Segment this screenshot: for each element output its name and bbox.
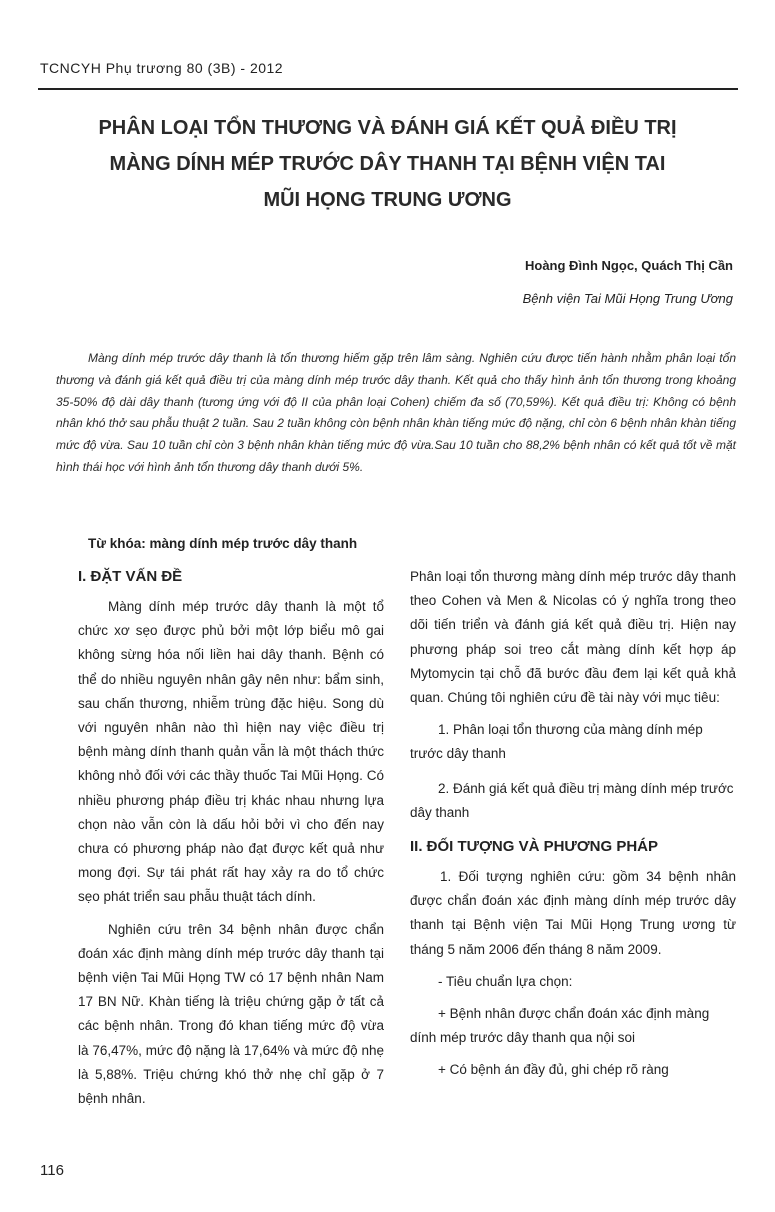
title-line-1: PHÂN LOẠI TỔN THƯƠNG VÀ ĐÁNH GIÁ KẾT QUẢ ĐIỀU TRỊ — [98, 117, 677, 139]
header-rule — [38, 88, 738, 90]
left-column — [78, 565, 384, 1119]
introduction-paragraph-2: Nghiên cứu trên 34 bệnh nhân được chẩn đoán xác định màng dính mép trước dây thanh tại bệnh viện Tai Mũi Họng TW có 17 bệnh nhân Nam 17 BN Nữ. Khàn tiếng là triệu chứng gặp ở tất cả các bệnh nhân. Trong đó khan tiếng mức độ vừa là 76,47%, mức độ nặng là 17,64% và mức độ nhẹ là 5,88%. Triệu chứng khó thở nhẹ chỉ gặp ở 7 bệnh nhân. — [78, 921, 384, 1107]
introduction-paragraph-1: Màng dính mép trước dây thanh là một tổ chức xơ sẹo được phủ bởi một lớp biểu mô gai không sừng hóa nối liền hai dây thanh. Bệnh có thể do nhiều nguyên nhân gây nên như: bẩm sinh, sau chấn thương, nhiễm trùng đặc hiệu. Song dù với nguyên nhân nào thì hiện nay việc điều trị bệnh màng dính thanh quản vẫn là một thách thức không nhỏ đối với các thầy thuốc Tai Mũi Họng. Có nhiều phương pháp điều trị khác nhau nhưng lựa chọn nào vẫn còn là dấu hỏi bởi vì cho đến nay chưa có phương pháp nào đạt được kết quả như mong đợi. Sự tái phát rất hay xảy ra do tổ chức sẹo phát triển sau phẫu thuật tách dính. — [78, 599, 384, 905]
criteria-item-2: + Có bệnh án đầy đủ, ghi chép rõ ràng — [438, 1062, 669, 1078]
abstract: Màng dính mép trước dây thanh là tổn thương hiếm gặp trên lâm sàng. Nghiên cứu được tiến hành nhằm phân loại tổn thương và đánh giá kết quả điều trị của màng dính mép trước dây thanh. Kết quả cho thấy hình ảnh tổn thương trong khoảng 35-50% độ dài dây thanh (tương ứng với độ II của phân loại Cohen) chiếm đa số (70,59%). Kết quả điều trị: Không có bệnh nhân khó thở sau phẫu thuật 2 tuần. Sau 2 tuần không còn bệnh nhân khàn tiếng mức độ nặng, chỉ còn 6 bệnh nhân khàn tiếng mức độ vừa. Sau 10 tuần chỉ còn 3 bệnh nhân khàn tiếng mức độ vừa.Sau 10 tuần cho 88,2% bệnh nhân có kết quả tốt về mặt hình thái học với hình ảnh tổn thương dây thanh dưới 5%. — [56, 351, 736, 474]
criteria-heading: - Tiêu chuẩn lựa chọn: — [438, 973, 573, 989]
right-column — [410, 565, 736, 1091]
objective-1: 1. Phân loại tổn thương của màng dính mép trước dây thanh — [410, 722, 703, 762]
section-heading-methods: II. ĐỐI TƯỢNG VÀ PHƯƠNG PHÁP — [410, 838, 658, 856]
introduction-paragraph-3: Phân loại tổn thương màng dính mép trước dây thanh theo Cohen và Men & Nicolas có ý nghĩa trong theo dõi tiến triển và đánh giá kết quả điều trị. Hiện nay phương pháp soi treo cắt màng dính kết hợp áp Mytomycin tại chỗ đã bước đầu đem lại kết quả khả quan. Chúng tôi nghiên cứu đề tài này với mục tiêu: — [410, 569, 736, 706]
objective-2: 2. Đánh giá kết quả điều trị màng dính mép trước dây thanh — [410, 780, 734, 820]
affiliation: Bệnh viện Tai Mũi Họng Trung Ương — [522, 291, 733, 306]
criteria-item-1: + Bệnh nhân được chẩn đoán xác định màng dính mép trước dây thanh qua nội soi — [410, 1006, 710, 1046]
title-line-3: MŨI HỌNG TRUNG ƯƠNG — [263, 189, 512, 211]
methods-paragraph-1: 1. Đối tượng nghiên cứu: gồm 34 bệnh nhân được chẩn đoán xác định màng dính mép trước dây thanh tại Bệnh viện Tai Mũi Họng Trung ương từ tháng 5 năm 2006 đến tháng 8 năm 2009. — [410, 869, 736, 957]
title-line-2: MÀNG DÍNH MÉP TRƯỚC DÂY THANH TẠI BỆNH VIỆN TAI — [109, 153, 666, 175]
section-heading-introduction: I. ĐẶT VẤN ĐỀ — [78, 568, 183, 585]
running-header: TCNCYH Phụ trương 80 (3B) - 2012 — [40, 60, 284, 76]
keywords: Từ khóa: màng dính mép trước dây thanh — [88, 536, 358, 551]
article-title — [40, 110, 735, 218]
authors: Hoàng Đình Ngọc, Quách Thị Cần — [525, 258, 733, 273]
page-number: 116 — [40, 1162, 64, 1179]
